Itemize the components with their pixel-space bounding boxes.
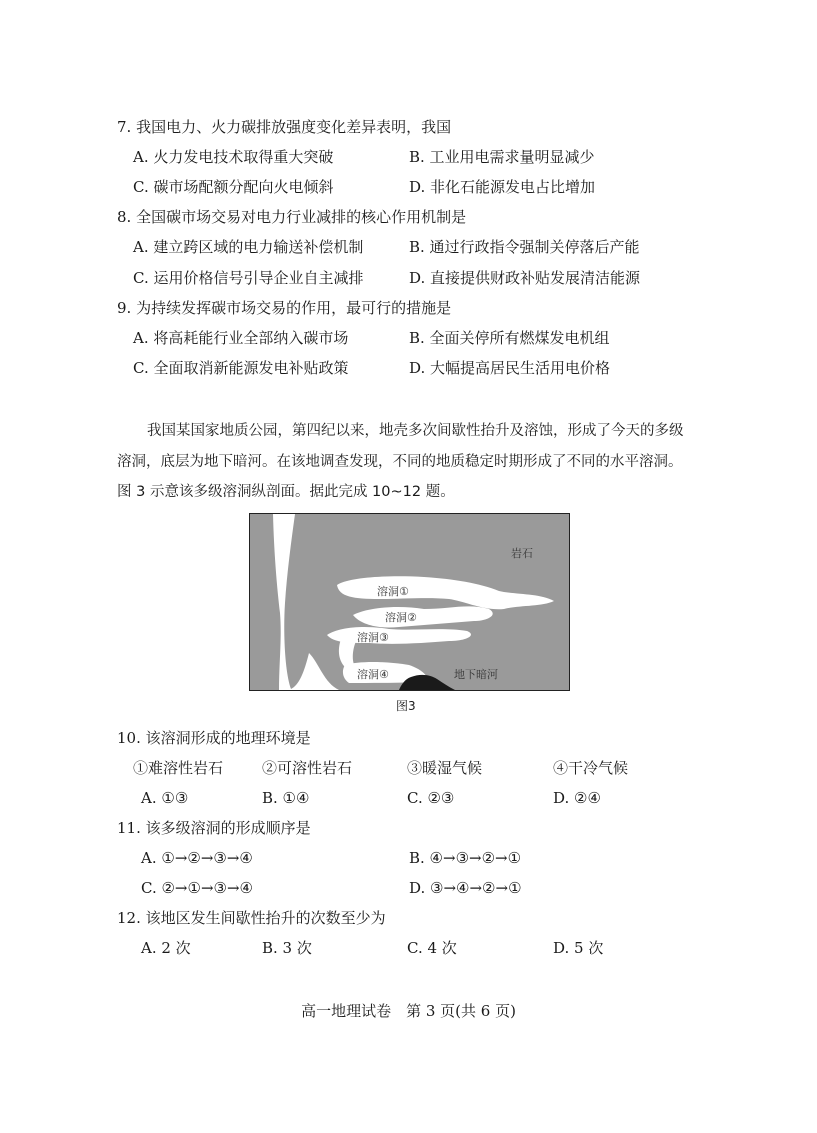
q10-statement-4: ④干冷气候 — [553, 759, 629, 777]
q10-statement-1: ①难溶性岩石 — [133, 759, 224, 777]
q11-option-d: D. ③→④→②→① — [409, 879, 522, 897]
cave-1-label: 溶洞① — [377, 585, 409, 598]
q12-stem: 12. 该地区发生间歇性抬升的次数至少为 — [117, 909, 386, 927]
q8-option-d: D. 直接提供财政补贴发展清洁能源 — [409, 269, 641, 287]
q9-stem: 9. 为持续发挥碳市场交易的作用，最可行的措施是 — [117, 299, 452, 317]
q8-stem: 8. 全国碳市场交易对电力行业减排的核心作用机制是 — [117, 208, 467, 226]
q11-option-b: B. ④→③→②→① — [409, 849, 522, 867]
q7-option-d: D. 非化石能源发电占比增加 — [409, 178, 596, 196]
q7-option-c: C. 碳市场配额分配向火电倾斜 — [133, 178, 334, 196]
q11-option-c: C. ②→①→③→④ — [141, 879, 253, 897]
passage-line-3: 图 3 示意该多级溶洞纵剖面。据此完成 10~12 题。 — [117, 484, 455, 500]
rock-label: 岩石 — [511, 547, 533, 560]
cave-4-label: 溶洞④ — [357, 668, 389, 681]
q9-option-c: C. 全面取消新能源发电补贴政策 — [133, 359, 349, 377]
q9-option-a: A. 将高耗能行业全部纳入碳市场 — [133, 329, 349, 347]
q9-option-d: D. 大幅提高居民生活用电价格 — [409, 359, 611, 377]
q10-option-c: C. ②③ — [407, 789, 455, 807]
q11-stem: 11. 该多级溶洞的形成顺序是 — [117, 819, 311, 837]
q10-statement-2: ②可溶性岩石 — [262, 759, 353, 777]
q7-option-a: A. 火力发电技术取得重大突破 — [133, 148, 334, 166]
q10-option-d: D. ②④ — [553, 789, 601, 807]
q8-option-c: C. 运用价格信号引导企业自主减排 — [133, 269, 364, 287]
q10-statement-3: ③暖湿气候 — [407, 759, 483, 777]
river-label: 地下暗河 — [454, 668, 498, 681]
q10-stem: 10. 该溶洞形成的地理环境是 — [117, 729, 311, 747]
q11-option-a: A. ①→②→③→④ — [141, 849, 253, 867]
passage-line-1: 我国某国家地质公园，第四纪以来，地壳多次间歇性抬升及溶蚀，形成了今天的多级 — [147, 423, 684, 439]
q9-option-b: B. 全面关停所有燃煤发电机组 — [409, 329, 610, 347]
q7-stem: 7. 我国电力、火力碳排放强度变化差异表明，我国 — [117, 118, 452, 136]
q8-option-a: A. 建立跨区域的电力输送补偿机制 — [133, 238, 364, 256]
figure-caption: 图3 — [396, 699, 416, 713]
cave-3-label: 溶洞③ — [357, 631, 389, 644]
passage-line-2: 溶洞，底层为地下暗河。在该地调查发现，不同的地质稳定时期形成了不同的水平溶洞。 — [117, 454, 683, 470]
q7-option-b: B. 工业用电需求量明显减少 — [409, 148, 595, 166]
q12-option-c: C. 4 次 — [407, 939, 457, 957]
cave-profile-figure — [249, 513, 570, 691]
q12-option-d: D. 5 次 — [553, 939, 604, 957]
q8-option-b: B. 通过行政指令强制关停落后产能 — [409, 238, 640, 256]
q12-option-b: B. 3 次 — [262, 939, 312, 957]
q12-option-a: A. 2 次 — [141, 939, 191, 957]
page-footer: 高一地理试卷 第 3 页(共 6 页) — [301, 1002, 516, 1020]
q10-option-b: B. ①④ — [262, 789, 310, 807]
q10-option-a: A. ①③ — [141, 789, 189, 807]
cave-2-label: 溶洞② — [385, 611, 417, 624]
